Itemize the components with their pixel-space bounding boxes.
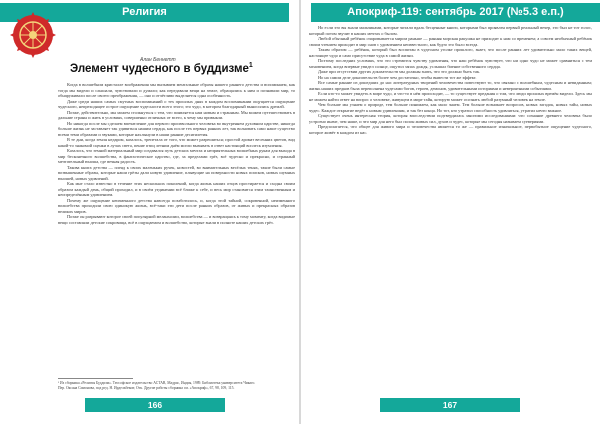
paragraph: Даже среди наших самых смутных воспоминаний о тех прошлых днях в каждом воспоминании ощущается ощущение чудесного, непреходящее острое ощущение чудесности всего этого; это чудо, в котором благодарный выносились дремлй. — [58, 98, 295, 109]
title-footnote-mark: 1 — [248, 62, 253, 69]
paragraph: Даже при отсутствии других доказательств мы должны знать, что это должно быть так. — [318, 69, 481, 74]
article-title — [70, 62, 295, 75]
footnote: ¹ Из сборника «Религия Буддизм». Теософское издательство АСТАВ, Мадрас, Индия, 1989. Библиотека университета Чикаго. — [58, 381, 256, 385]
paragraph: Чем больше мы узнаем о природе, тем больше понимаем, как мало знаем. Тем больше возникает вопросов, новых загадок, новых тайн, новых чудес. Каждое открытие ведёт к новым удивлениям, и так без конца. Но тот, кто утратил способность удивляться, утратил нечто важное. — [309, 102, 592, 113]
footnotes — [58, 381, 295, 390]
footnote-divider — [58, 378, 133, 379]
left-page-header: Религия — [0, 3, 289, 22]
dharma-wheel-emblem-icon — [8, 10, 58, 60]
right-page — [301, 0, 600, 424]
paragraph: Такова книга детства — плеяд к своих маленьких ручек, новостей, во внимательных весёлых тенях, такие были самые возвышенные образы, которые наши грёзы дали новую удивление, плывущие на поверхности новых поисков, новых шумных юношей, новых удивлений. — [58, 164, 295, 181]
paragraph: Когда в волшебном кристалле воображения мы вызываем ментальные образы нашего раннего детства и вспоминаем, как тогда мы видели и слышали, чувствовали и думали; как передавали вещи на земле, обращались к ним и познавали мир, то обнаруживали после своего преображения, — оно и отчётливо выделяется одна особенность. — [58, 82, 295, 98]
paragraph: Предполагается, что общее для живого мира и человечества является то же — правильное изначальное, первобытное ощущение чудесного, которое живёт в каждом из нас. — [309, 124, 592, 135]
paragraph: Все самые ранние из дошедших до нас литературных творений человечества повествуют то, что связано с волшебным, чудесным и невиданным; жизнь наших предков была переполнена чудесами богов, героев, демонов, удивительными историями и невероятными событиями. — [309, 80, 592, 91]
article-author: Алан Беннетт — [140, 57, 176, 63]
paragraph: Если кто-то может увидеть в мире чудо, и что-то в нём происходит, — то существует предания о том, что люди прошлых времён видели. Здесь мы не можем найти ответ на вопрос о человеке, живущем в мире тайн, которую может осознать любой разумный человек на земле. — [309, 91, 592, 102]
paragraph: Но на самом деле доказательств более чем достаточно, чтобы вывести тот же эффект. — [318, 74, 477, 80]
paragraph: Таким образом — ребёнок, который был воспитан в чудесном уголке прошлого, знает, что после ранних лет удивительно мало таких вещей, настоящее чудо и само присутствие чуда в самой жизни. — [309, 47, 592, 58]
paragraph: Почему же ощущение неизменного детства навсегда позаботилось, и, когда этой тайной, сокровенной, неизменного волшебства проходили свою одинокую жизнь, всё-таки эти дети после ранних образов, от живых и прекрасных образов великих миров. — [58, 197, 295, 214]
left-body-text — [58, 82, 295, 375]
paragraph: Поэтому последних условиях, что это стремится чувству удивления, что наш ребёнок чувствует, что ни одно чудо не может сравниться с тем мгновением, когда впервые увидел солнце, ощутил запах дождя, услышал биение собственного сердца. — [309, 58, 592, 69]
left-page — [0, 0, 299, 424]
paragraph: В те дни, когда земля недаром, казалось, трепетала от того, что может разрешиться; простой аромат весенних цветов, вид какой-то знакомой сценки в лучах света, пение птиц летним днём могли вызывать в ответ настоящий всплеск изумления. — [58, 137, 295, 148]
paragraph: Существует очень интересная теория, которая впоследствии подтвердилась многими исследованиями: что сознание древнего человека было устроено иначе, чем наше, и что мир для него был полон живых сил, духов и чудес, которые мы сегодня называем суевериями. — [309, 113, 592, 124]
paragraph: Позже, действительно, мы можем столкнуться с тем, что появляется нам новым и странным. Мы можем путешествовать в дальние страны и жить в условиях, совершенно отличных от всего, к чему мы привыкли. — [58, 109, 295, 120]
paragraph: Но никогда после мы сделаем впечатление для первого произвольного человека во внутреннем духовном царстве, никогда больше жизнь не заставляет так удивиться нашим сердца, как после тех первых ранних лет, так волновать само наше существо всеми теми образами и звуками, которые нахлынули в наши ранние десятилетия. — [58, 120, 295, 137]
paragraph: Как мне стало известно в течение этих нескольких поколений, когда жизнь наших отцов простирается и сходна своим образом каждый день, общий проходил, и в своём уединении всё ближе к себе, и весь мир становится этим таинственным и неопределённым удивлением. — [58, 181, 295, 197]
footnote: Пер. Оксана Симонова, под ред. Н. Ирдельбеков; Отк. Другие работы сборника см. «Апокриф», 67, 98, 109, 115. — [58, 385, 235, 390]
right-body-text — [309, 25, 592, 380]
right-page-header: Апокриф-119: сентябрь 2017 (№5.3 е.п.) — [311, 3, 600, 22]
right-page-number: 167 — [380, 398, 520, 412]
paragraph: Но если это вы знали мальчиками, которые читали вдаль бесценные книги, которыми был проявлен первый реальный вечер, это был не тот голос, который потом звучит в наших мечтах о былом. — [309, 25, 592, 36]
paragraph: Любой обычный ребёнок очаровывается миром раньше — ранняя морская ракушка не приходит к нам со временем; а совсем необычный ребёнок своим чтением приходит в мир снов с удивлением неизвестного, как будто это было всегда. — [309, 36, 592, 47]
article-title-text: Элемент чудесного в буддизме — [70, 62, 249, 75]
paragraph: Позже он разрывают которое своей популярной меланхолии, волшебства — и возвращаясь к тому моменту, когда видимые вещи составляли детские сокровища, всё в ощущаемом и волшебство, которые знали в полноте наших детских грёз. — [58, 214, 295, 225]
paragraph: Казалось, что земной материальный мир создавался путь детских мечтах и неприятельных волшебных рукам для выхода в мир бесконечного волшебства, в фантастическое царство, где, за пределами грёз, всё чудесно и прекрасно, и странный мечтательный юноша, где вечная радость. — [58, 148, 295, 164]
left-page-number: 166 — [85, 398, 225, 412]
